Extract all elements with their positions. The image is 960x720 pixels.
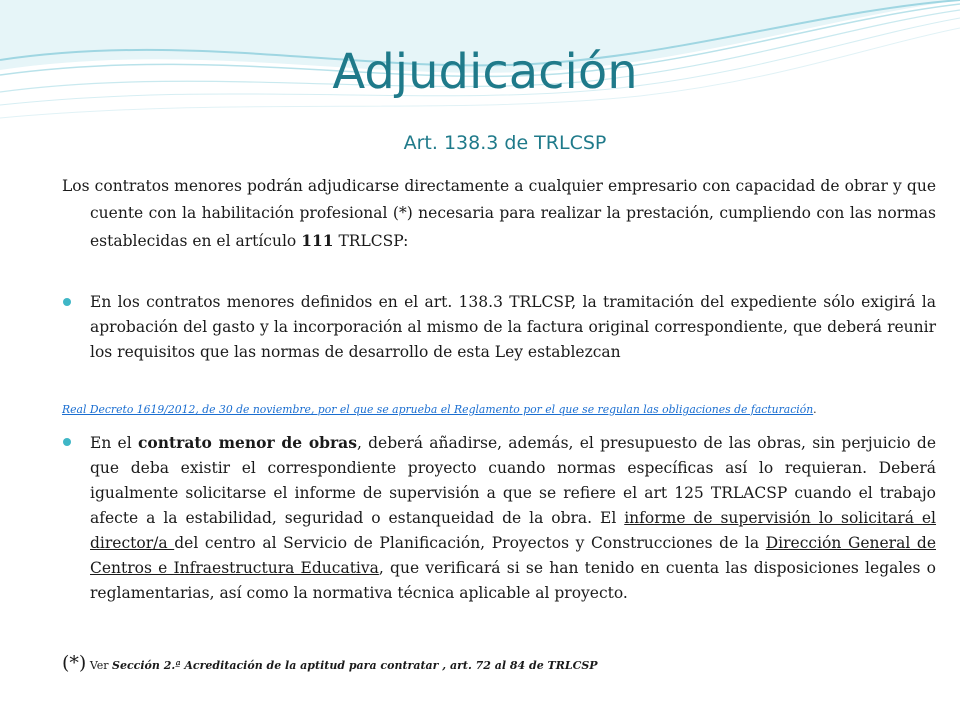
real-decreto-link[interactable]: Real Decreto 1619/2012, de 30 de noviembre, por el que se aprueba el Reglamento por el que se regulan las obligaciones de facturación: [62, 403, 814, 416]
reference-line: [62, 403, 817, 416]
footnote-prefix: Ver: [86, 659, 113, 672]
footnote: [62, 652, 598, 674]
bullet2-p2: , deberá añadirse, además, el presupuesto de las obras, sin perjuicio de que deba existir el correspondiente proyecto cuando normas específicas así lo requieran. Deberá igualmente solicitarse el informe de supervisión a que se refiere el art 125 TRLACSP cuando el trabajo afecte a la estabilidad, seguridad o estanqueidad de la obra. El: [90, 434, 936, 527]
bullet-item-tramitacion: [62, 290, 936, 365]
bullet2-underline-1: informe de supervisión lo solicitará el director/a: [90, 509, 937, 552]
footnote-marker: (*): [62, 652, 87, 674]
intro-paragraph: [62, 173, 936, 255]
footnote-emphasis: Sección 2.ª Acreditación de la aptitud para contratar , art. 72 al 84 de TRLCSP: [112, 659, 598, 672]
bullet-item-obras: [62, 430, 936, 606]
bullet2-underline-2: Dirección General de Centros e Infraestructura Educativa: [90, 534, 937, 577]
bullet2-bold: contrato menor de obras: [137, 433, 357, 452]
intro-text-b: TRLCSP:: [333, 232, 409, 250]
article-number: 111: [301, 231, 334, 250]
bullet2-p4: , que verificará si se han tenido en cuenta las disposiciones legales o reglamentarias, así como la normativa técnica aplicable al proyecto.: [90, 559, 936, 602]
slide-title: Adjudicación: [332, 44, 638, 100]
slide-subtitle: Art. 138.3 de TRLCSP: [403, 132, 607, 154]
bullet2-p3: del centro al Servicio de Planificación, Proyectos y Construcciones de la: [174, 534, 766, 552]
intro-text-a: Los contratos menores podrán adjudicarse directamente a cualquier empresario con capacidad de obrar y que cuente con la habilitación profesional (*) necesaria para realizar la prestación, cumpliendo con las normas establecidas en el artículo: [62, 177, 936, 250]
bullet1-text: En los contratos menores definidos en el art. 138.3 TRLCSP, la tramitación del expediente sólo exigirá la aprobación del gasto y la incorporación al mismo de la factura original correspondiente, que deberá reunir los requisitos que las normas de desarrollo de esta Ley establezcan: [90, 293, 936, 361]
reference-trailing: .: [813, 403, 817, 416]
bullet2-p1: En el: [90, 434, 138, 452]
